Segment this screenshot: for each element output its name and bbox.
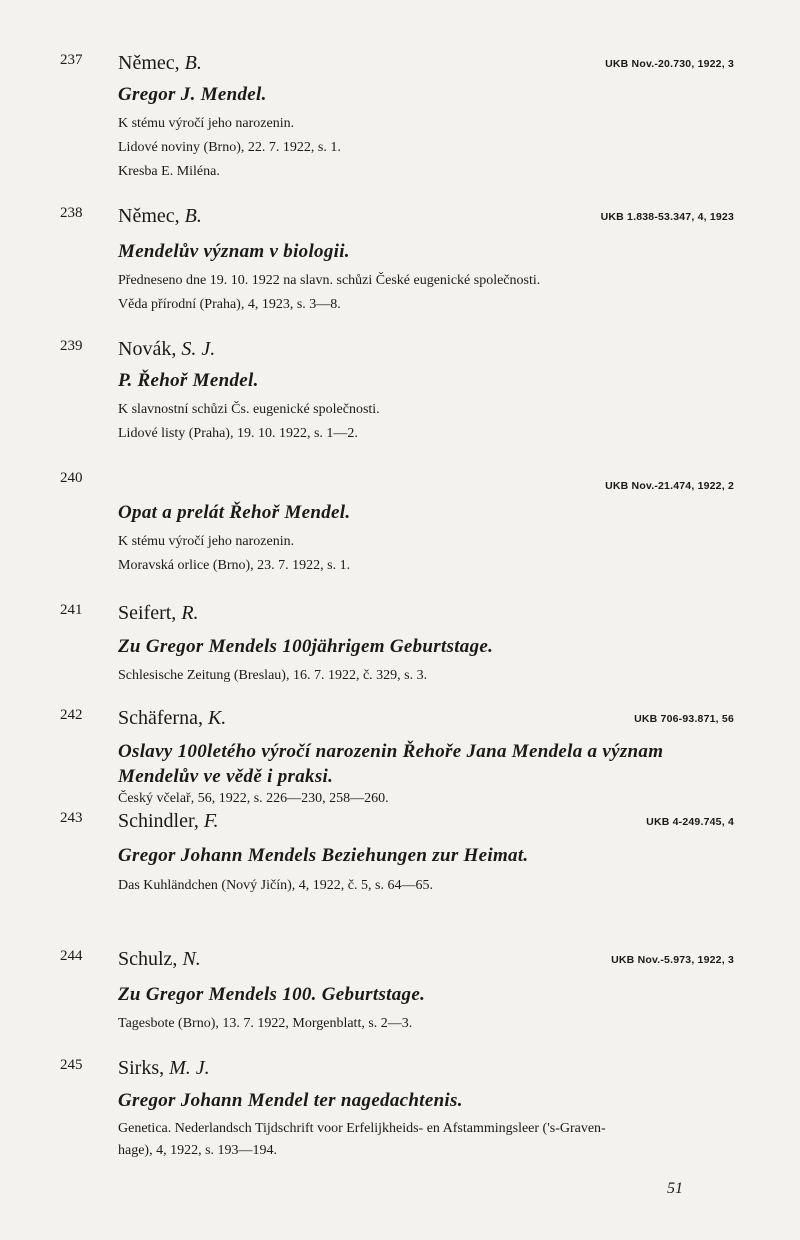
entry-number: 243 [60,810,83,826]
entry-author: Novák, S. J. [118,338,216,360]
entry-author: Schulz, N. [118,948,201,970]
entry-author: Schindler, F. [118,810,219,832]
ukb-shelfmark: UKB Nov.-5.973, 1922, 3 [611,954,734,966]
ukb-shelfmark: UKB Nov.-20.730, 1922, 3 [605,58,734,70]
ukb-shelfmark: UKB 4-249.745, 4 [646,816,734,828]
entry-note: Kresba E. Miléna. [118,164,220,179]
entry-source: hage), 4, 1922, s. 193—194. [118,1143,278,1158]
entry-author: Sirks, M. J. [118,1057,210,1079]
entry-title: Mendelův význam v biologii. [118,241,350,262]
entry-note: K stému výročí jeho narozenin. [118,116,295,131]
ukb-shelfmark: UKB 706-93.871, 56 [634,713,734,725]
entry-author: Němec, B. [118,52,202,74]
entry-number: 239 [60,338,83,354]
entry-number: 240 [60,470,83,486]
entry-source: Moravská orlice (Brno), 23. 7. 1922, s. 1. [118,558,351,573]
entry-author: Seifert, R. [118,602,199,624]
entry-title: Opat a prelát Řehoř Mendel. [118,502,351,523]
entry-title: P. Řehoř Mendel. [118,370,259,391]
ukb-shelfmark: UKB Nov.-21.474, 1922, 2 [605,480,734,492]
entry-number: 238 [60,205,83,221]
entry-number: 237 [60,52,83,68]
entry-source: Schlesische Zeitung (Breslau), 16. 7. 1922, č. 329, s. 3. [118,668,428,683]
entry-source: Das Kuhländchen (Nový Jičín), 4, 1922, č. 5, s. 64—65. [118,878,433,893]
entry-note: K slavnostní schůzi Čs. eugenické společnosti. [118,402,380,417]
entry-source: Věda přírodní (Praha), 4, 1923, s. 3—8. [118,297,341,312]
entry-title: Zu Gregor Mendels 100. Geburtstage. [118,984,426,1005]
entry-source: Tagesbote (Brno), 13. 7. 1922, Morgenblatt, s. 2—3. [118,1016,413,1031]
entry-title: Zu Gregor Mendels 100jährigem Geburtstage. [118,636,494,657]
entry-title: Gregor Johann Mendel ter nagedachtenis. [118,1090,463,1111]
entry-title: Oslavy 100letého výročí narozenin Řehoře Jana Mendela a význam Mendelův ve vědě i praksi. [118,741,664,787]
entry-source: Lidové noviny (Brno), 22. 7. 1922, s. 1. [118,140,341,155]
entry-number: 242 [60,707,83,723]
entry-source: Genetica. Nederlandsch Tijdschrift voor Erfelijkheids- en Afstammingsleer ('s-Graven- [118,1121,606,1136]
entry-number: 245 [60,1057,83,1073]
entry-author: Němec, B. [118,205,202,227]
entry-note: K stému výročí jeho narozenin. [118,534,295,549]
page-number: 51 [667,1180,683,1197]
entry-number: 241 [60,602,83,618]
entry-number: 244 [60,948,83,964]
entry-source: Lidové listy (Praha), 19. 10. 1922, s. 1—2. [118,426,358,441]
entry-title: Gregor J. Mendel. [118,84,267,105]
entry-source: Český včelař, 56, 1922, s. 226—230, 258—260. [118,791,389,806]
entry-author: Schäferna, K. [118,707,227,729]
entry-title: Gregor Johann Mendels Beziehungen zur Heimat. [118,845,529,866]
ukb-shelfmark: UKB 1.838-53.347, 4, 1923 [600,211,734,223]
entry-note: Předneseno dne 19. 10. 1922 na slavn. schůzi České eugenické společnosti. [118,273,541,288]
